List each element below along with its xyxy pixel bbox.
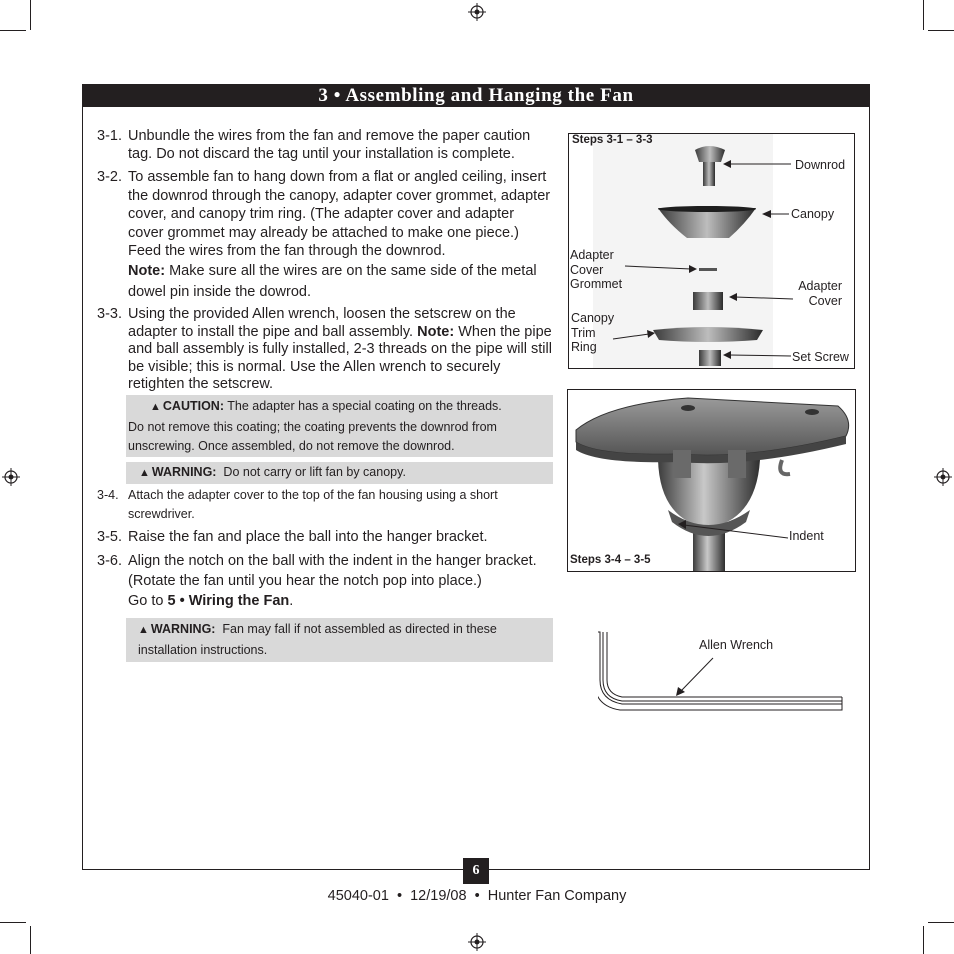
step-3-1: [97, 128, 552, 163]
adapter-cover-grommet-label: [570, 248, 622, 292]
step-text: Raise the fan and place the ball into the hanger bracket.: [128, 529, 488, 545]
label-line: Ring: [571, 340, 597, 354]
warning-triangle-icon: ▲: [150, 401, 161, 413]
figure-steps-label: Steps 3-4 – 3-5: [570, 554, 651, 566]
note-label: Note:: [417, 323, 455, 340]
note-label: Note:: [128, 263, 166, 279]
registration-mark-icon: [934, 468, 952, 486]
crop-mark: [0, 30, 26, 31]
step-number: 3-3.: [97, 306, 122, 322]
warning-label: WARNING:: [151, 465, 217, 479]
warning-triangle-icon: ▲: [138, 624, 149, 636]
warning-text: Fan may fall if not assembled as directed in these: [222, 622, 497, 636]
crop-mark: [923, 926, 924, 954]
registration-mark-icon: [468, 3, 486, 21]
step-number: 3-1.: [97, 128, 122, 144]
crop-mark: [928, 30, 954, 31]
indent-label: Indent: [789, 529, 824, 543]
crop-mark: [30, 926, 31, 954]
caution-text: unscrewing. Once assembled, do not remove the downrod.: [128, 439, 455, 453]
figure-steps-label: Steps 3-1 – 3-3: [572, 134, 653, 146]
label-line: Adapter: [798, 279, 842, 293]
step-3-3: [97, 306, 552, 394]
step-number: 3-4.: [97, 488, 119, 502]
goto-suffix: .: [289, 593, 294, 609]
label-line: Adapter: [570, 248, 614, 262]
figure-parts: [568, 133, 855, 369]
footer: 45040-01 • 12/19/08 • Hunter Fan Company: [327, 888, 627, 904]
goto-prefix: Go to: [128, 593, 164, 609]
label-line: Canopy: [571, 311, 615, 325]
warning-box: [126, 618, 553, 662]
label-line: Cover: [808, 293, 842, 308]
step-3-6: [97, 551, 552, 591]
label-line: Trim: [571, 325, 596, 340]
warning-label: WARNING:: [150, 622, 216, 636]
page-number: 6: [463, 858, 489, 884]
figure-hanger-bracket: [567, 389, 856, 572]
crop-mark: [0, 922, 26, 923]
goto-line: [128, 593, 293, 609]
goto-link[interactable]: 5 • Wiring the Fan: [167, 593, 290, 609]
step-3-2: [97, 168, 552, 261]
warning-text: installation instructions.: [138, 642, 268, 657]
canopy-trim-ring-label: [571, 311, 614, 355]
hanger-bracket-illustration: [568, 390, 855, 571]
caution-label: CAUTION:: [162, 399, 224, 413]
note-text: When the pipe and ball assembly is fully installed, 2-3 threads on the pipe will still be visible; this is normal. Use the Allen wrench to securely retighten the setscrew.: [128, 323, 552, 392]
step-text: Align the notch on the ball with the indent in the hanger bracket. (Rotate the fan until you hear the notch pop into place.): [128, 553, 537, 589]
caution-line-1: [128, 397, 553, 418]
step-body: [128, 306, 552, 394]
note-3-2: [128, 261, 548, 303]
step-text: Attach the adapter cover to the top of the fan housing using a short screwdriver.: [128, 488, 498, 521]
label-line: Cover: [570, 262, 604, 277]
warning-box: [126, 462, 553, 484]
step-text: Unbundle the wires from the fan and remove the paper caution tag. Do not discard the tag until your installation is complete.: [128, 128, 531, 162]
step-text: To assemble fan to hang down from a flat or angled ceiling, insert the downrod through the canopy, adapter cover grommet, adapter cover, and canopy trim ring. (The adapter cover and adapter cover grommet may already be attached to make one piece.) Feed the wires from the fan through the downrod.: [128, 169, 551, 259]
crop-mark: [30, 0, 31, 30]
crop-mark: [923, 0, 924, 30]
caution-box: [126, 395, 553, 457]
note-text: Make sure all the wires are on the same side of the metal dowel pin inside the dowrod.: [128, 263, 537, 300]
allen-wrench-label: Allen Wrench: [699, 638, 774, 652]
warning-triangle-icon: ▲: [139, 467, 150, 479]
step-text: Using the provided Allen wrench, loosen the setscrew on the adapter to install the pipe and ball assembly.: [128, 306, 516, 340]
canopy-label: Canopy: [791, 207, 835, 221]
warning-line-1: [138, 620, 553, 641]
caution-text: The adapter has a special coating on the threads.: [227, 399, 502, 413]
figure-allen-wrench: [598, 630, 848, 720]
registration-mark-icon: [2, 468, 20, 486]
warning-text: Do not carry or lift fan by canopy.: [223, 465, 406, 479]
downrod-label: Downrod: [795, 158, 846, 172]
step-3-4: [97, 486, 552, 524]
registration-mark-icon: [468, 933, 486, 951]
adapter-cover-label: [794, 279, 842, 308]
caution-text: Do not remove this coating; the coating prevents the downrod from: [128, 419, 497, 434]
label-line: Grommet: [570, 277, 623, 291]
crop-mark: [928, 922, 954, 923]
set-screw-label: Set Screw: [792, 350, 849, 364]
step-number: 3-2.: [97, 169, 122, 185]
step-3-5: [97, 529, 552, 547]
step-number: 3-5.: [97, 529, 122, 545]
section-title: 3 • Assembling and Hanging the Fan: [83, 85, 869, 107]
step-number: 3-6.: [97, 553, 122, 569]
